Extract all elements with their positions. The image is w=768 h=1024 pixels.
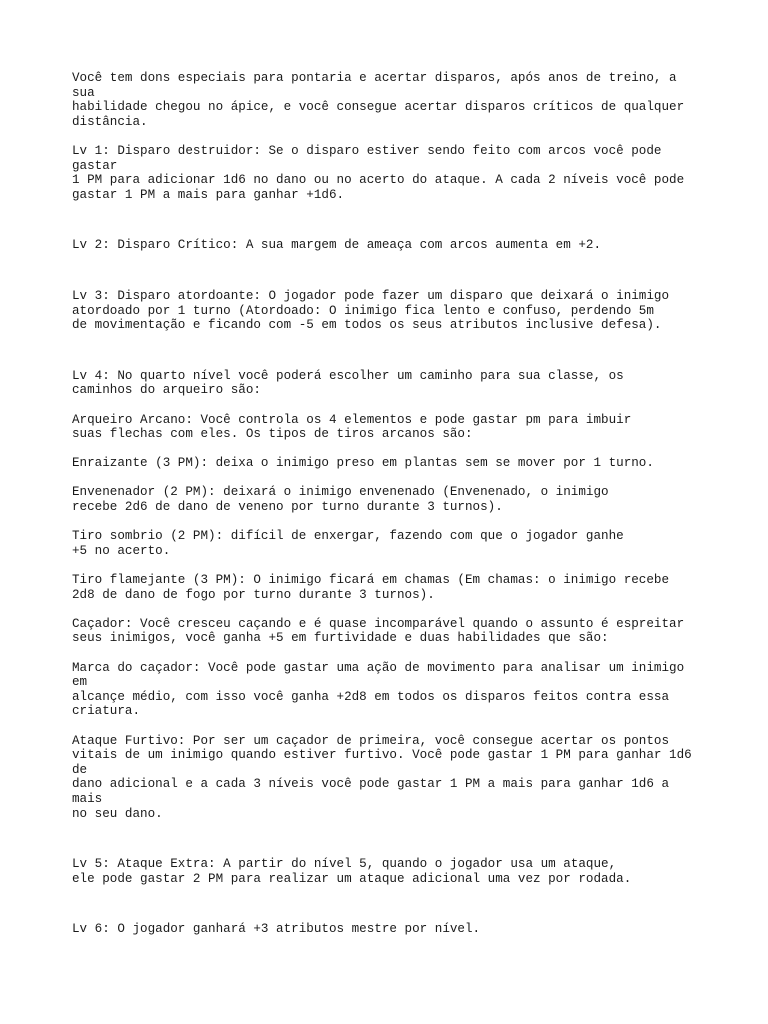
text-line: Arqueiro Arcano: Você controla os 4 elementos e pode gastar pm para imbuir bbox=[72, 412, 632, 427]
text-line: mais bbox=[72, 791, 103, 806]
text-line: dano adicional e a cada 3 níveis você pode gastar 1 PM a mais para ganhar 1d6 a bbox=[72, 777, 670, 792]
furtivo-paragraph bbox=[72, 734, 722, 822]
text-line: Caçador: Você cresceu caçando e é quase incomparável quando o assunto é espreitar bbox=[72, 616, 685, 631]
text-line: Marca do caçador: Você pode gastar uma ação de movimento para analisar um inimigo bbox=[72, 660, 685, 675]
text-line: Envenenador (2 PM): deixará o inimigo envenenado (Envenenado, o inimigo bbox=[72, 485, 609, 500]
text-line: gastar 1 PM a mais para ganhar +1d6. bbox=[72, 187, 345, 202]
lv3-paragraph bbox=[72, 289, 722, 333]
lv5-paragraph bbox=[72, 857, 722, 886]
text-line: suas flechas com eles. Os tipos de tiros arcanos são: bbox=[72, 427, 473, 442]
text-line: Lv 2: Disparo Crítico: A sua margem de ameaça com arcos aumenta em +2. bbox=[72, 238, 602, 253]
text-line: vitais de um inimigo quando estiver furtivo. Você pode gastar 1 PM para ganhar 1d6 bbox=[72, 748, 692, 763]
arcano-paragraph bbox=[72, 413, 722, 442]
spacer bbox=[72, 602, 722, 617]
spacer bbox=[72, 471, 722, 486]
text-line: Enraizante (3 PM): deixa o inimigo preso em plantas sem se mover por 1 turno. bbox=[72, 456, 654, 471]
lv6-paragraph bbox=[72, 922, 722, 937]
document-page bbox=[72, 71, 722, 937]
text-line: caminhos do arqueiro são: bbox=[72, 383, 261, 398]
text-line: habilidade chegou no ápice, e você consegue acertar disparos críticos de qualquer bbox=[72, 100, 685, 115]
text-line: seus inimigos, você ganha +5 em furtividade e duas habilidades que são: bbox=[72, 631, 609, 646]
text-line: 1 PM para adicionar 1d6 no dano ou no acerto do ataque. A cada 2 níveis você pode bbox=[72, 173, 685, 188]
lv1-paragraph bbox=[72, 144, 722, 202]
spacer bbox=[72, 515, 722, 530]
lv4-paragraph bbox=[72, 369, 722, 398]
spacer bbox=[72, 719, 722, 734]
intro-paragraph bbox=[72, 71, 722, 129]
text-line: de movimentação e ficando com -5 em todos os seus atributos inclusive defesa). bbox=[72, 318, 662, 333]
spacer bbox=[72, 821, 722, 857]
spacer bbox=[72, 202, 722, 238]
spacer bbox=[72, 398, 722, 413]
spacer bbox=[72, 886, 722, 922]
text-line: Você tem dons especiais para pontaria e acertar disparos, após anos de treino, a bbox=[72, 71, 677, 85]
text-line: distância. bbox=[72, 114, 148, 129]
envenenador-paragraph bbox=[72, 485, 722, 514]
enraizante-paragraph bbox=[72, 456, 722, 471]
text-line: recebe 2d6 de dano de veneno por turno durante 3 turnos). bbox=[72, 500, 503, 515]
spacer bbox=[72, 442, 722, 457]
spacer bbox=[72, 253, 722, 289]
text-line: +5 no acerto. bbox=[72, 543, 171, 558]
spacer bbox=[72, 558, 722, 573]
text-line: Lv 1: Disparo destruidor: Se o disparo estiver sendo feito com arcos você pode bbox=[72, 143, 662, 158]
marca-paragraph bbox=[72, 661, 722, 719]
text-line: Ataque Furtivo: Por ser um caçador de primeira, você consegue acertar os pontos bbox=[72, 733, 670, 748]
spacer bbox=[72, 646, 722, 661]
text-line: gastar bbox=[72, 158, 118, 173]
text-line: Tiro flamejante (3 PM): O inimigo ficará em chamas (Em chamas: o inimigo recebe bbox=[72, 573, 670, 588]
text-line: Tiro sombrio (2 PM): difícil de enxergar, fazendo com que o jogador ganhe bbox=[72, 529, 624, 544]
text-line: em bbox=[72, 675, 88, 690]
text-line: Lv 5: Ataque Extra: A partir do nível 5, quando o jogador usa um ataque, bbox=[72, 857, 617, 872]
spacer bbox=[72, 129, 722, 144]
text-line: sua bbox=[72, 85, 95, 100]
text-line: de bbox=[72, 762, 88, 777]
text-line: atordoado por 1 turno (Atordoado: O inimigo fica lento e confuso, perdendo 5m bbox=[72, 303, 654, 318]
flamejante-paragraph bbox=[72, 573, 722, 602]
lv2-paragraph bbox=[72, 238, 722, 253]
text-line: 2d8 de dano de fogo por turno durante 3 turnos). bbox=[72, 587, 435, 602]
text-line: Lv 4: No quarto nível você poderá escolher um caminho para sua classe, os bbox=[72, 368, 624, 383]
text-line: alcançe médio, com isso você ganha +2d8 em todos os disparos feitos contra essa bbox=[72, 689, 670, 704]
text-line: Lv 6: O jogador ganhará +3 atributos mestre por nível. bbox=[72, 922, 481, 937]
spacer bbox=[72, 333, 722, 369]
text-line: Lv 3: Disparo atordoante: O jogador pode fazer um disparo que deixará o inimigo bbox=[72, 288, 670, 303]
cacador-paragraph bbox=[72, 617, 722, 646]
text-line: ele pode gastar 2 PM para realizar um ataque adicional uma vez por rodada. bbox=[72, 871, 632, 886]
sombrio-paragraph bbox=[72, 529, 722, 558]
text-line: criatura. bbox=[72, 704, 141, 719]
text-line: no seu dano. bbox=[72, 806, 163, 821]
